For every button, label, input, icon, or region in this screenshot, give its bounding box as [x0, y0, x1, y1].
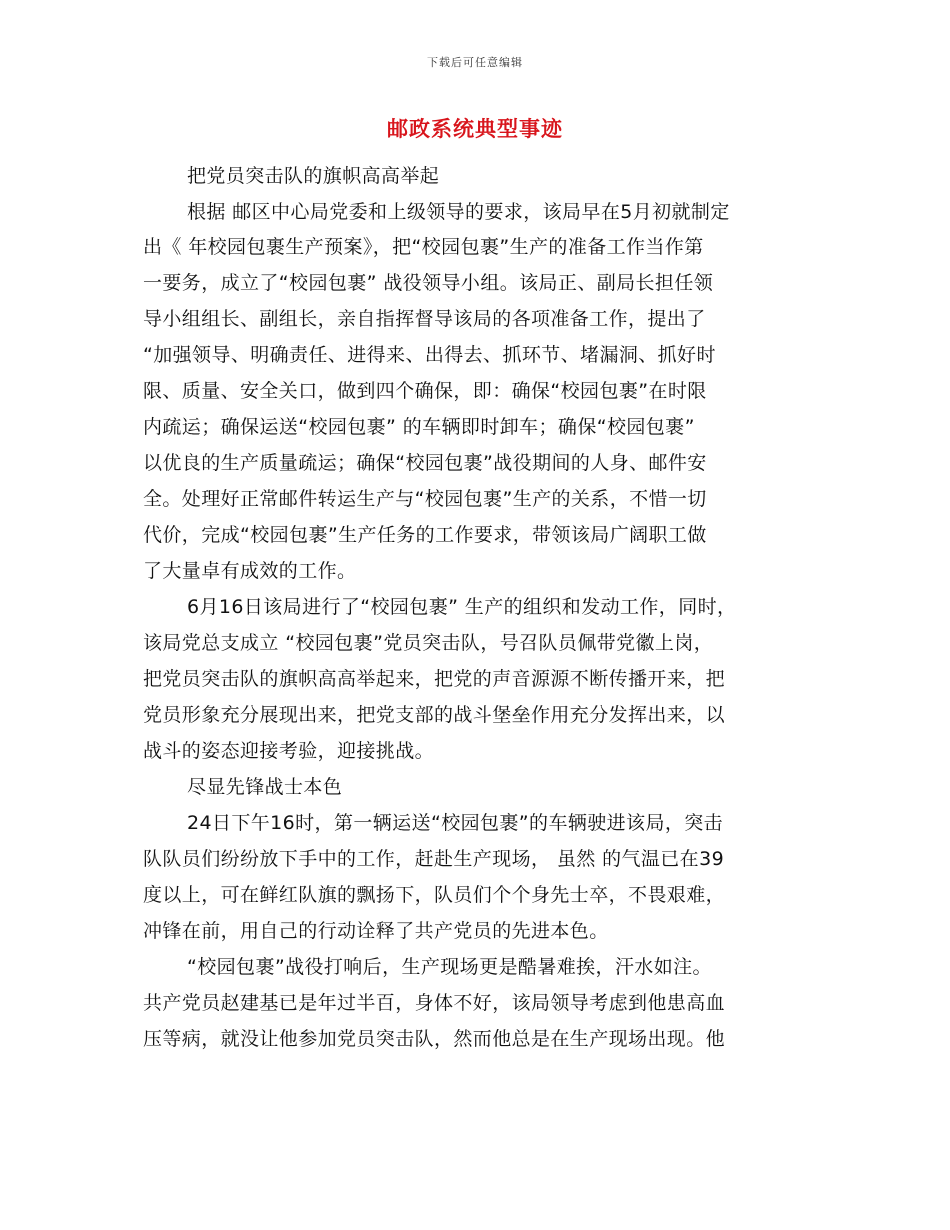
text-line: 度以上，可在鲜红队旗的飘扬下，队员们个个身先士卒，不畏艰难，: [143, 884, 726, 906]
text-line: 尽显先锋战士本色: [187, 776, 343, 798]
header-note: 下载后可任意编辑: [427, 56, 523, 69]
text-line: “校园包裹”战役打响后，生产现场更是酷暑难挨，汗水如注。: [187, 956, 712, 978]
text-line: “加强领导、明确责任、进得来、出得去、抓环节、堵漏洞、抓好时: [143, 344, 716, 366]
text-line: 该局党总支成立 “校园包裹”党员突击队，号召队员佩带党徽上岗，: [143, 632, 714, 654]
text-line: 代价，完成“校园包裹”生产任务的工作要求，带领该局广阔职工做: [143, 524, 707, 546]
text-line: 6月16日该局进行了“校园包裹” 生产的组织和发动工作，同时，: [187, 596, 737, 618]
text-line: 以优良的生产质量疏运；确保“校园包裹”战役期间的人身、邮件安: [143, 452, 707, 474]
text-line: 冲锋在前，用自己的行动诠释了共产党员的先进本色。: [143, 920, 609, 942]
text-line: 战斗的姿态迎接考验，迎接挑战。: [143, 740, 435, 762]
text-line: 共产党员赵建基已是年过半百，身体不好，该局领导考虑到他患高血: [143, 992, 726, 1014]
text-line: 党员形象充分展现出来，把党支部的战斗堡垒作用充分发挥出来，以: [143, 704, 726, 726]
text-line: 了大量卓有成效的工作。: [143, 560, 357, 582]
text-line: 把党员突击队的旗帜高高举起: [187, 165, 440, 187]
text-line: 内疏运；确保运送“校园包裹” 的车辆即时卸车；确保“校园包裹”: [143, 416, 695, 438]
page-title: 邮政系统典型事迹: [387, 117, 563, 141]
text-line: 一要务，成立了“校园包裹” 战役领导小组。该局正、副局长担任领: [143, 272, 714, 294]
text-line: 出《 年校园包裹生产预案》，把“校园包裹”生产的准备工作当作第: [143, 236, 704, 258]
text-line: 限、质量、安全关口，做到四个确保，即：确保“校园包裹”在时限: [143, 380, 707, 402]
text-line: 根据 邮区中心局党委和上级领导的要求，该局早在5月初就制定: [187, 201, 730, 223]
text-line: 全。处理好正常邮件转运生产与“校园包裹”生产的关系，不惜一切: [143, 488, 707, 510]
text-line: 导小组组长、副组长，亲自指挥督导该局的各项准备工作，提出了: [143, 308, 706, 330]
text-line: 队队员们纷纷放下手中的工作，赶赴生产现场， 虽然 的气温已在39: [143, 848, 725, 870]
text-line: 24日下午16时，第一辆运送“校园包裹”的车辆驶进该局，突击: [187, 812, 724, 834]
text-line: 把党员突击队的旗帜高高举起来，把党的声音源源不断传播开来，把: [143, 668, 726, 690]
text-line: 压等病，就没让他参加党员突击队，然而他总是在生产现场出现。他: [143, 1028, 726, 1050]
